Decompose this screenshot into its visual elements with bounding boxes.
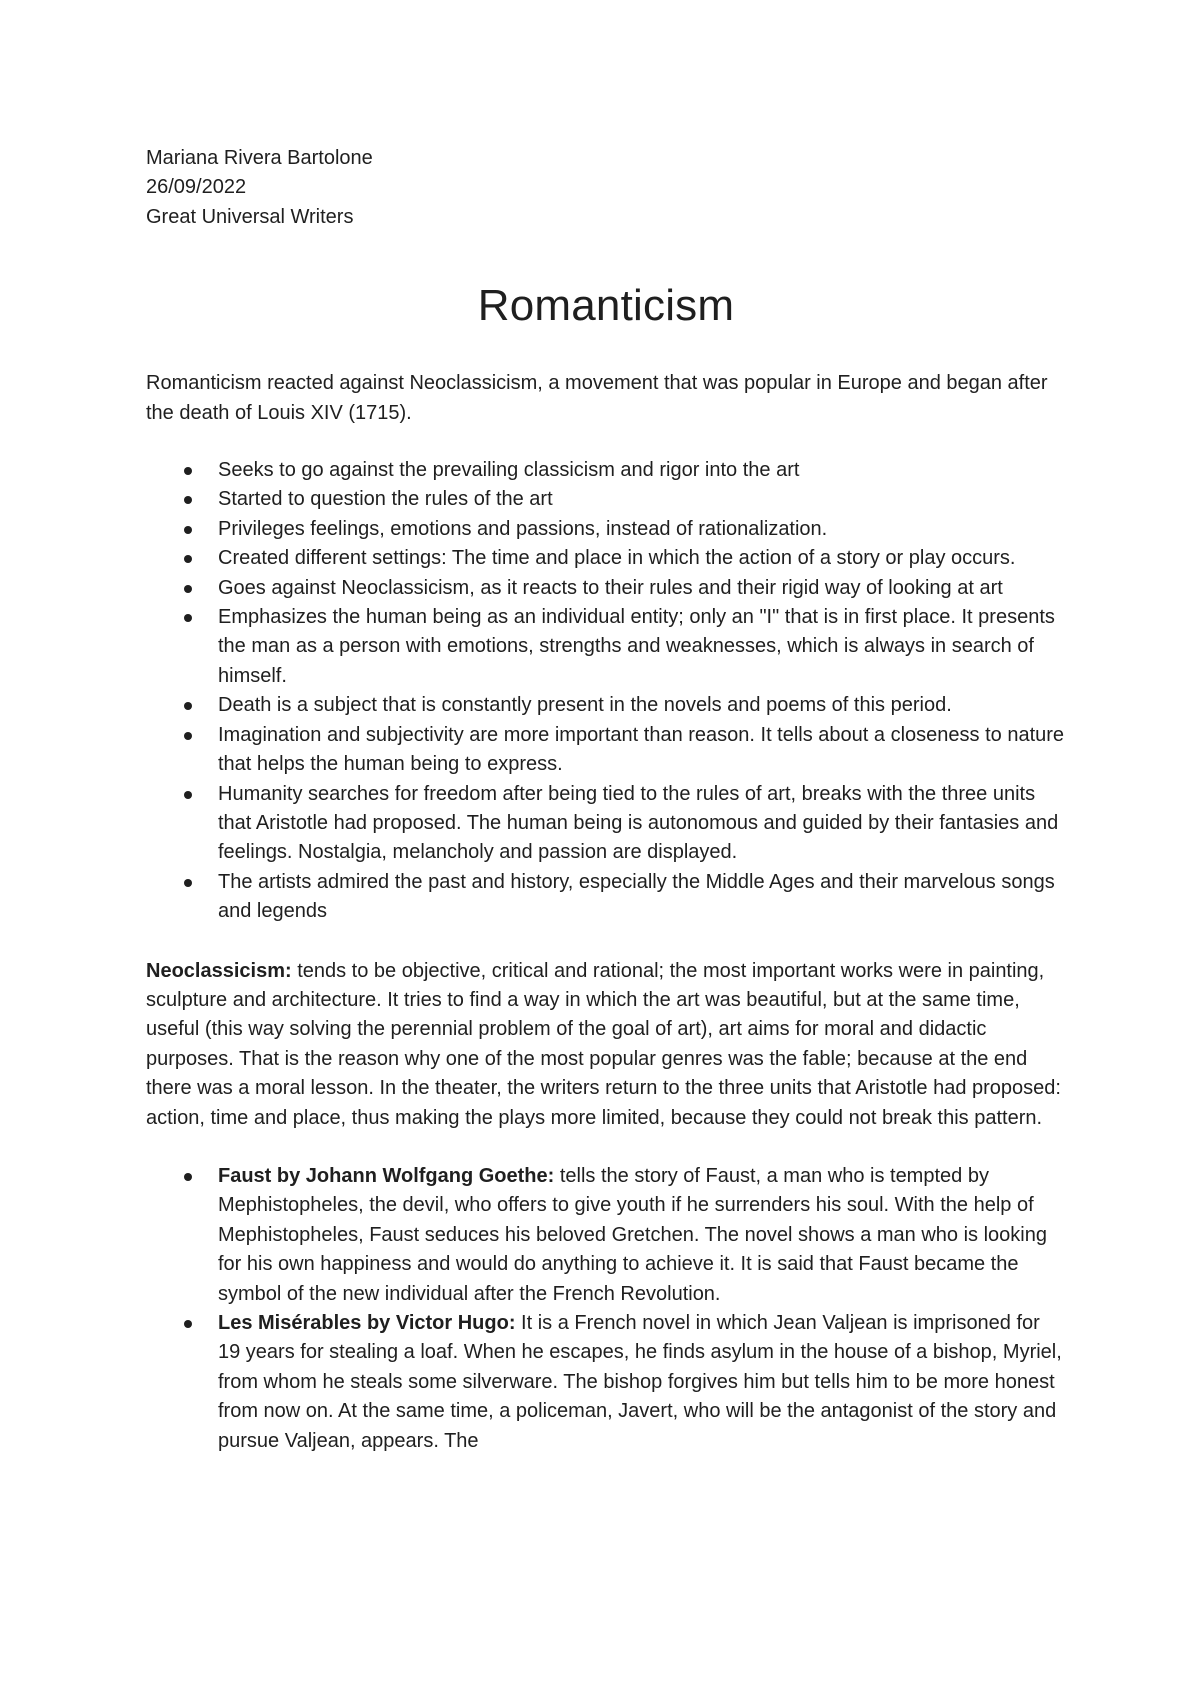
- list-item-text: Death is a subject that is constantly present in the novels and poems of this period.: [218, 694, 952, 717]
- list-item: [146, 574, 1066, 603]
- bullet-icon: [184, 879, 192, 887]
- works-list: [146, 1162, 1066, 1456]
- bullet-icon: [184, 555, 192, 563]
- bullet-icon: [184, 585, 192, 593]
- list-item-text: Imagination and subjectivity are more important than reason. It tells about a closeness to nature that helps the human being to express.: [218, 723, 1065, 776]
- neoclassicism-label: Neoclassicism:: [146, 959, 292, 982]
- list-item-text: Started to question the rules of the art: [218, 488, 553, 511]
- intro-paragraph: Romanticism reacted against Neoclassicism, a movement that was popular in Europe and began after the death of Louis XIV (1715).: [146, 372, 1048, 424]
- list-item: [146, 868, 1066, 927]
- list-item: [146, 544, 1066, 573]
- bullet-icon: [184, 1320, 192, 1328]
- list-item: [146, 1309, 1066, 1456]
- document-date: 26/09/2022: [146, 176, 247, 199]
- bullet-icon: [184, 732, 192, 740]
- list-item: [146, 515, 1066, 544]
- bullet-icon: [184, 496, 192, 504]
- list-item-text: Humanity searches for freedom after being tied to the rules of art, breaks with the three units that Aristotle had proposed. The human being is autonomous and guided by their fantasies and feelings. Nostalgia, melancholy and passion are displayed.: [218, 782, 1059, 864]
- bullet-icon: [184, 614, 192, 622]
- list-item: [146, 603, 1066, 691]
- neoclassicism-paragraph: [146, 957, 1066, 1133]
- list-item-text: The artists admired the past and history, especially the Middle Ages and their marvelous songs and legends: [218, 870, 1055, 923]
- romanticism-characteristics-list: [146, 456, 1066, 927]
- work-title: Les Misérables by Victor Hugo:: [218, 1312, 516, 1334]
- neoclassicism-text: tends to be objective, critical and rational; the most important works were in painting, sculpture and architecture. It tries to find a way in which the art was beautiful, but at the same time, useful (this way solving the perennial problem of the goal of art), art aims for moral and didactic purposes. That is the reason why one of the most popular genres was the fable; because at the end there was a moral lesson. In the theater, the writers return to the three units that Aristotle had proposed: action, time and place, thus making the plays more limited, because they could not break this pattern.: [146, 959, 1061, 1129]
- course-name: Great Universal Writers: [146, 205, 354, 228]
- work-title: Faust by Johann Wolfgang Goethe:: [218, 1164, 555, 1187]
- document-content: [146, 144, 1066, 1456]
- document-title: Romanticism: [477, 281, 735, 331]
- list-item-text: Emphasizes the human being as an individual entity; only an "I" that is in first place. It presents the man as a person with emotions, strengths and weaknesses, which is always in search of himself.: [218, 606, 1055, 687]
- bullet-icon: [184, 467, 192, 475]
- list-item: [146, 456, 1066, 485]
- list-item-text: Created different settings: The time and place in which the action of a story or play occurs.: [218, 547, 1016, 570]
- bullet-icon: [184, 1173, 192, 1181]
- list-item: [146, 721, 1066, 780]
- list-item: [146, 485, 1066, 514]
- work-description: tells the story of Faust, a man who is tempted by Mephistopheles, the devil, who offers to give youth if he surrenders his soul. With the help of Mephistopheles, Faust seduces his beloved Gretchen. The novel shows a man who is looking for his own happiness and would do anything to achieve it. It is said that Faust became the symbol of the new individual after the French Revolution.: [218, 1164, 1047, 1305]
- bullet-icon: [184, 526, 192, 534]
- list-item: [146, 780, 1066, 868]
- list-item-text: Seeks to go against the prevailing classicism and rigor into the art: [218, 459, 800, 482]
- list-item-text: Goes against Neoclassicism, as it reacts to their rules and their rigid way of looking at art: [218, 576, 1003, 599]
- bullet-icon: [184, 791, 192, 799]
- author-name: Mariana Rivera Bartolone: [146, 147, 373, 169]
- list-item: [146, 691, 1066, 720]
- list-item: [146, 1162, 1066, 1309]
- list-item-text: Privileges feelings, emotions and passions, instead of rationalization.: [218, 517, 828, 540]
- work-description: It is a French novel in which Jean Valjean is imprisoned for 19 years for stealing a loaf. When he escapes, he finds asylum in the house of a bishop, Myriel, from whom he steals some silverware. The bishop forgives him but tells him to be more honest from now on. At the same time, a policeman, Javert, who will be the antagonist of the story and pursue Valjean, appears. The: [218, 1312, 1062, 1452]
- bullet-icon: [184, 702, 192, 710]
